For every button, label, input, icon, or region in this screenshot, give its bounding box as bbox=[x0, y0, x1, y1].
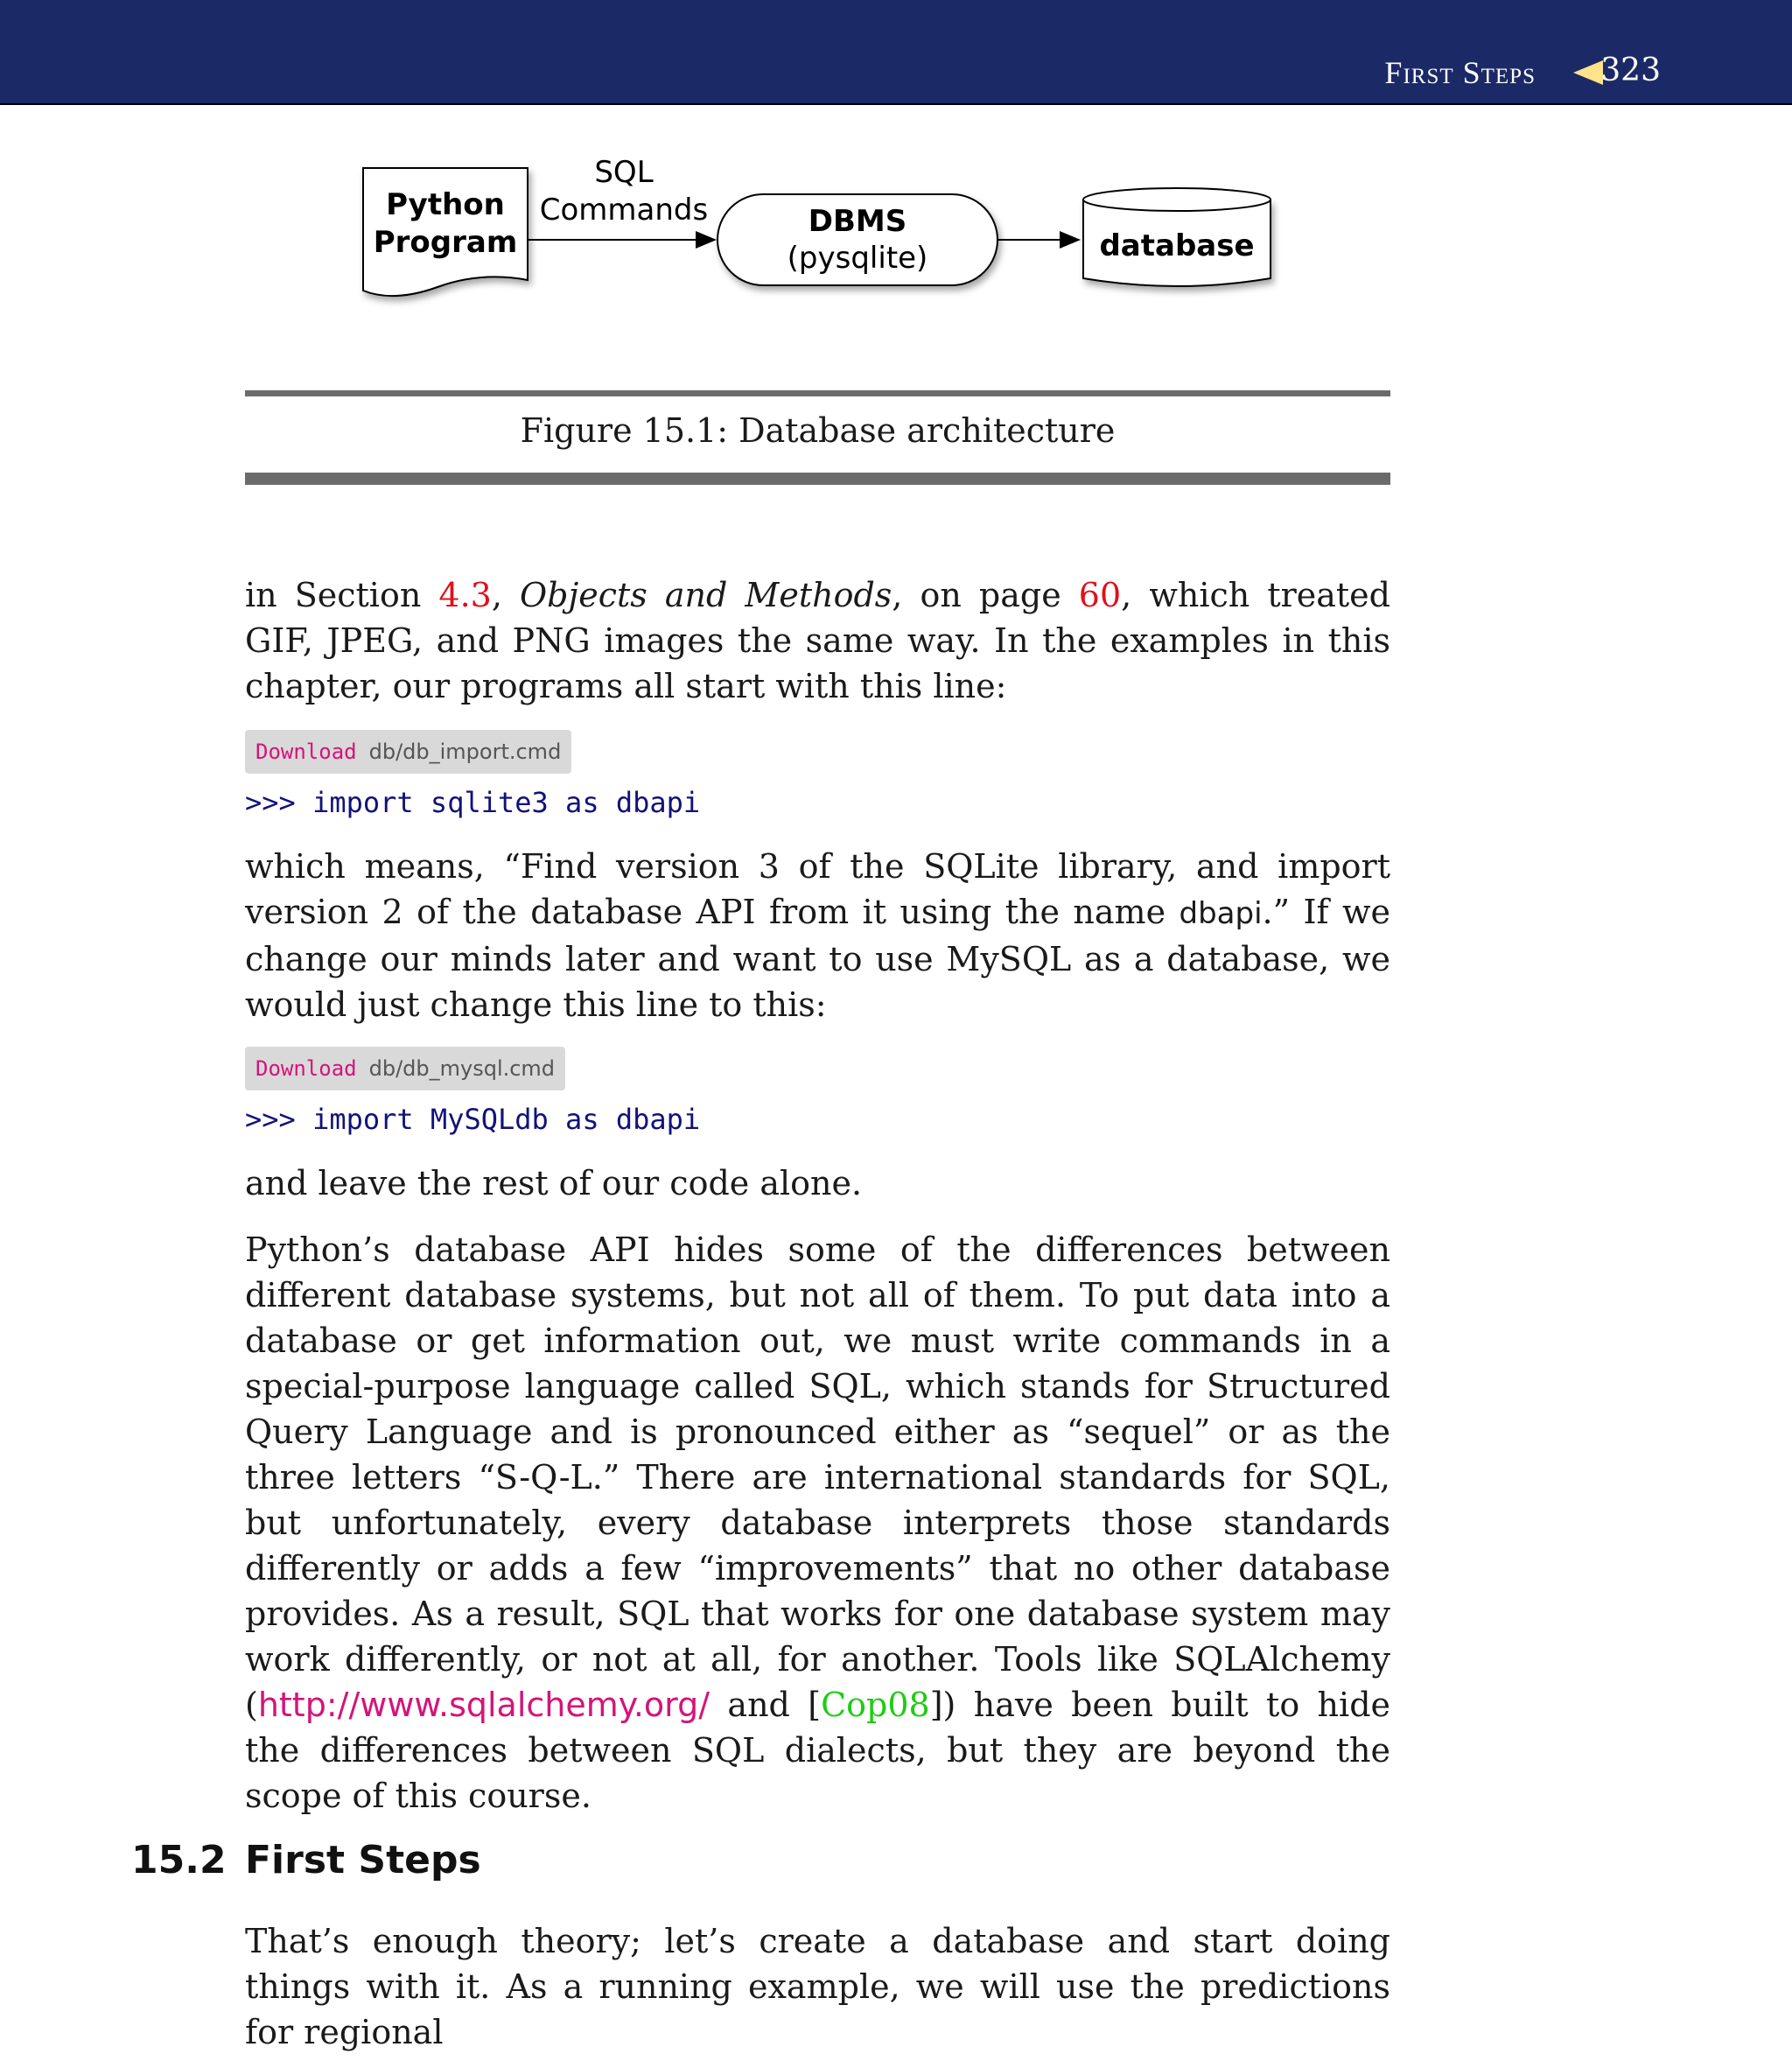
section-title: First Steps bbox=[245, 1838, 481, 1882]
download-path: db/db_import.cmd bbox=[368, 740, 562, 764]
running-title: First Steps bbox=[1384, 55, 1536, 90]
paragraph-4: Python’s database API hides some of the differences between different database systems, but not all of them. To put data into a database or get information out, we must write commands in a special-purpose language called SQL, which stands for Structured Query Language and is pronounced either as “sequel” or as the three letters “S-Q-L.” There are international standards for SQL, but unfortunately, every database interprets those standards differently or adds a few “improvements” that no other database provides. As a result, SQL that works for one database system may work differently, or not at all, for another. Tools like SQLAlchemy (http://www.sqlalchemy.org/ and [Cop08]) have been built to hide the differences between SQL dialects, but they are beyond the scope of this course. bbox=[245, 1230, 1391, 1815]
page-link[interactable]: 60 bbox=[1078, 576, 1122, 614]
database-cylinder-top bbox=[1083, 188, 1270, 211]
figure-rule-top bbox=[245, 390, 1390, 396]
code-line-1: >>> import sqlite3 as dbapi bbox=[245, 786, 701, 819]
paragraph-5: That’s enough theory; let’s create a database and start doing things with it. As a running example, we will use the predictions for regional bbox=[245, 1922, 1390, 2051]
section-link[interactable]: 4.3 bbox=[438, 576, 492, 614]
sqlalchemy-url-link[interactable]: http://www.sqlalchemy.org/ bbox=[257, 1686, 710, 1724]
download-tag-1 bbox=[245, 730, 571, 774]
dbms-label-2: (pysqlite) bbox=[787, 241, 928, 276]
citation-link[interactable]: Cop08 bbox=[821, 1686, 930, 1724]
database-architecture-diagram bbox=[332, 140, 1312, 333]
download-link[interactable]: Download bbox=[256, 740, 357, 764]
program-label-2: Program bbox=[373, 225, 518, 260]
database-label: database bbox=[1099, 228, 1255, 263]
inline-code: dbapi bbox=[1179, 896, 1263, 931]
paragraph-2: which means, “Find version 3 of the SQLite library, and import version 2 of the database API from it using the name dbapi.” If we change our minds later and want to use MySQL as a database, we would just change this line to this: bbox=[245, 847, 1390, 1024]
section-heading bbox=[131, 1838, 481, 1882]
program-label-1: Python bbox=[386, 187, 505, 222]
page-number: 323 bbox=[1600, 53, 1661, 88]
download-tag-2 bbox=[245, 1047, 565, 1090]
page-header bbox=[0, 0, 1792, 105]
paragraph-1: in Section 4.3, Objects and Methods, on page 60, which treated GIF, JPEG, and PNG images the same way. In the examples in this chapter, our programs all start with this line: bbox=[245, 576, 1390, 705]
code-line-2: >>> import MySQLdb as dbapi bbox=[245, 1103, 701, 1136]
arrow-label-2: Commands bbox=[539, 193, 709, 228]
download-path: db/db_mysql.cmd bbox=[368, 1056, 556, 1081]
figure-rule-bottom bbox=[245, 473, 1390, 485]
section-number: 15.2 bbox=[131, 1838, 227, 1882]
arrow-label-1: SQL bbox=[594, 155, 654, 190]
back-arrow-icon[interactable] bbox=[1573, 60, 1603, 85]
paragraph-3: and leave the rest of our code alone. bbox=[245, 1164, 863, 1202]
dbms-label-1: DBMS bbox=[808, 204, 907, 239]
figure-caption: Figure 15.1: Database architecture bbox=[520, 411, 1116, 450]
download-link[interactable]: Download bbox=[256, 1056, 357, 1081]
